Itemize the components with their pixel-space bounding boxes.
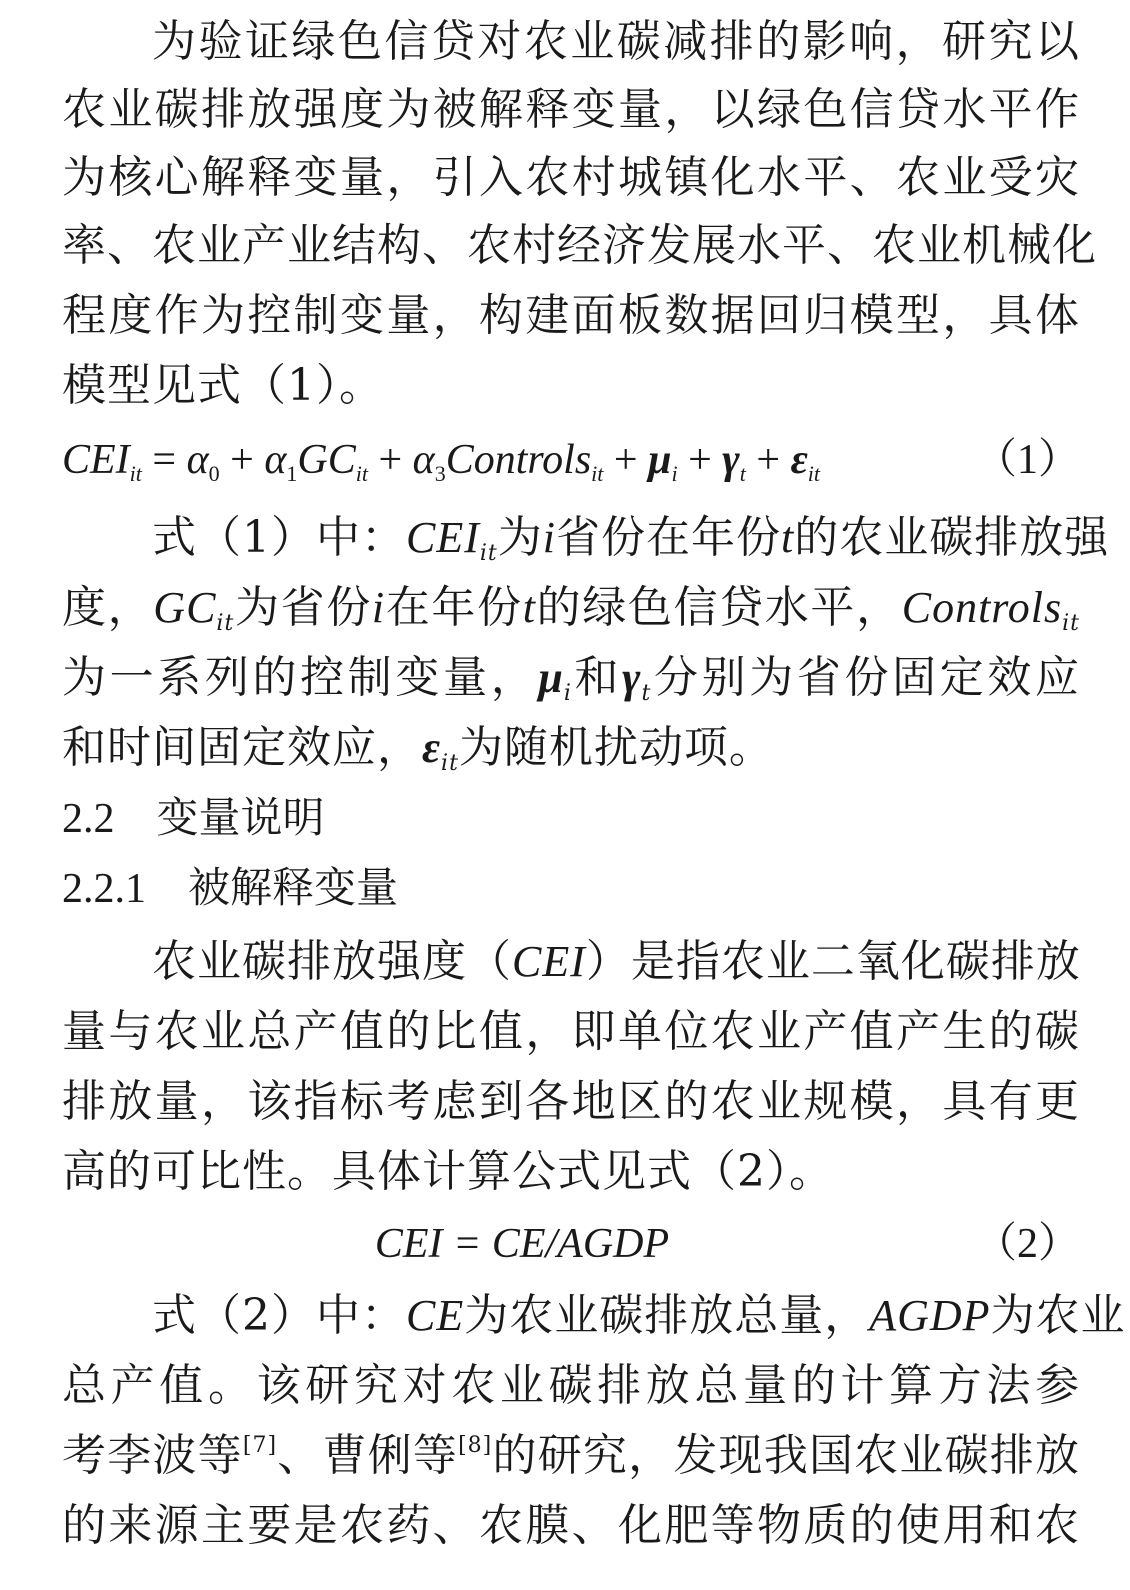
section-title: 变量说明 bbox=[156, 793, 325, 842]
para1-line-5: 程度作为控制变量，构建面板数据回归模型，具体 bbox=[62, 290, 1080, 341]
equation-2 bbox=[62, 1208, 1080, 1280]
para2-line-3: 为一系列的控制变量，$\mu_i$和$\gamma_t$分别为省份固定效应 bbox=[62, 652, 1081, 706]
equation-1-number: （1） bbox=[974, 437, 1080, 483]
citation-8[interactable]: [8] bbox=[458, 1433, 493, 1458]
equation-1-expression: $CEI_{it} = \alpha_0 + \alpha_1GC_{it}$ + $\alpha_3Controls_{it} + \mu_i + \gamma_t + \varepsilon_{it}$ bbox=[62, 437, 821, 486]
para2-line-4: 和时间固定效应，$\varepsilon_{it}$为随机扰动项。 bbox=[62, 722, 774, 776]
subsection-title: 被解释变量 bbox=[188, 863, 399, 912]
para1-line-2: 农业碳排放强度为被解释变量，以绿色信贷水平作 bbox=[62, 84, 1080, 135]
para4-line-3: 考李波等[7]、曹俐等[8]的研究，发现我国农业碳排放 bbox=[62, 1430, 1081, 1481]
para4-line-4: 的来源主要是农药、农膜、化肥等物质的使用和农 bbox=[62, 1500, 1080, 1551]
section-number: 2.2 bbox=[62, 796, 115, 842]
para2-line-1: 式（1）中：$CEI_{it}$为i省份在年份t的农业碳排放强 bbox=[152, 512, 1110, 566]
equation-2-expression: CEI = CE/AGDP bbox=[374, 1221, 670, 1267]
subsection-number: 2.2.1 bbox=[62, 866, 146, 912]
equation-1 bbox=[62, 424, 1080, 496]
section-heading-2-2-1 bbox=[62, 854, 398, 922]
section-heading-2-2 bbox=[62, 784, 325, 852]
para3-line-4: 高的可比性。具体计算公式见式（2）。 bbox=[62, 1146, 834, 1197]
para3-line-2: 量与农业总产值的比值，即单位农业产值产生的碳 bbox=[62, 1006, 1080, 1057]
para1-line-1: 为验证绿色信贷对农业碳减排的影响，研究以 bbox=[152, 16, 1080, 67]
para3-line-1: 农业碳排放强度（CEI）是指农业二氧化碳排放 bbox=[152, 936, 1081, 987]
para1-line-6: 模型见式（1）。 bbox=[62, 360, 384, 411]
para4-line-2: 总产值。该研究对农业碳排放总量的计算方法参 bbox=[62, 1360, 1080, 1411]
equation-2-number: （2） bbox=[974, 1221, 1080, 1267]
citation-7[interactable]: [7] bbox=[242, 1433, 278, 1458]
para4-line-1: 式（2）中：CE为农业碳排放总量，AGDP为农业 bbox=[152, 1290, 1126, 1341]
para3-line-3: 排放量，该指标考虑到各地区的农业规模，具有更 bbox=[62, 1076, 1080, 1127]
para1-line-4: 率、农业产业结构、农村经济发展水平、农业机械化 bbox=[62, 220, 1097, 271]
para2-line-2: 度，$GC_{it}$为省份i在年份t的绿色信贷水平，Controls$_{it}$ bbox=[62, 582, 1081, 636]
para1-line-3: 为核心解释变量，引入农村城镇化水平、农业受灾 bbox=[62, 152, 1080, 203]
